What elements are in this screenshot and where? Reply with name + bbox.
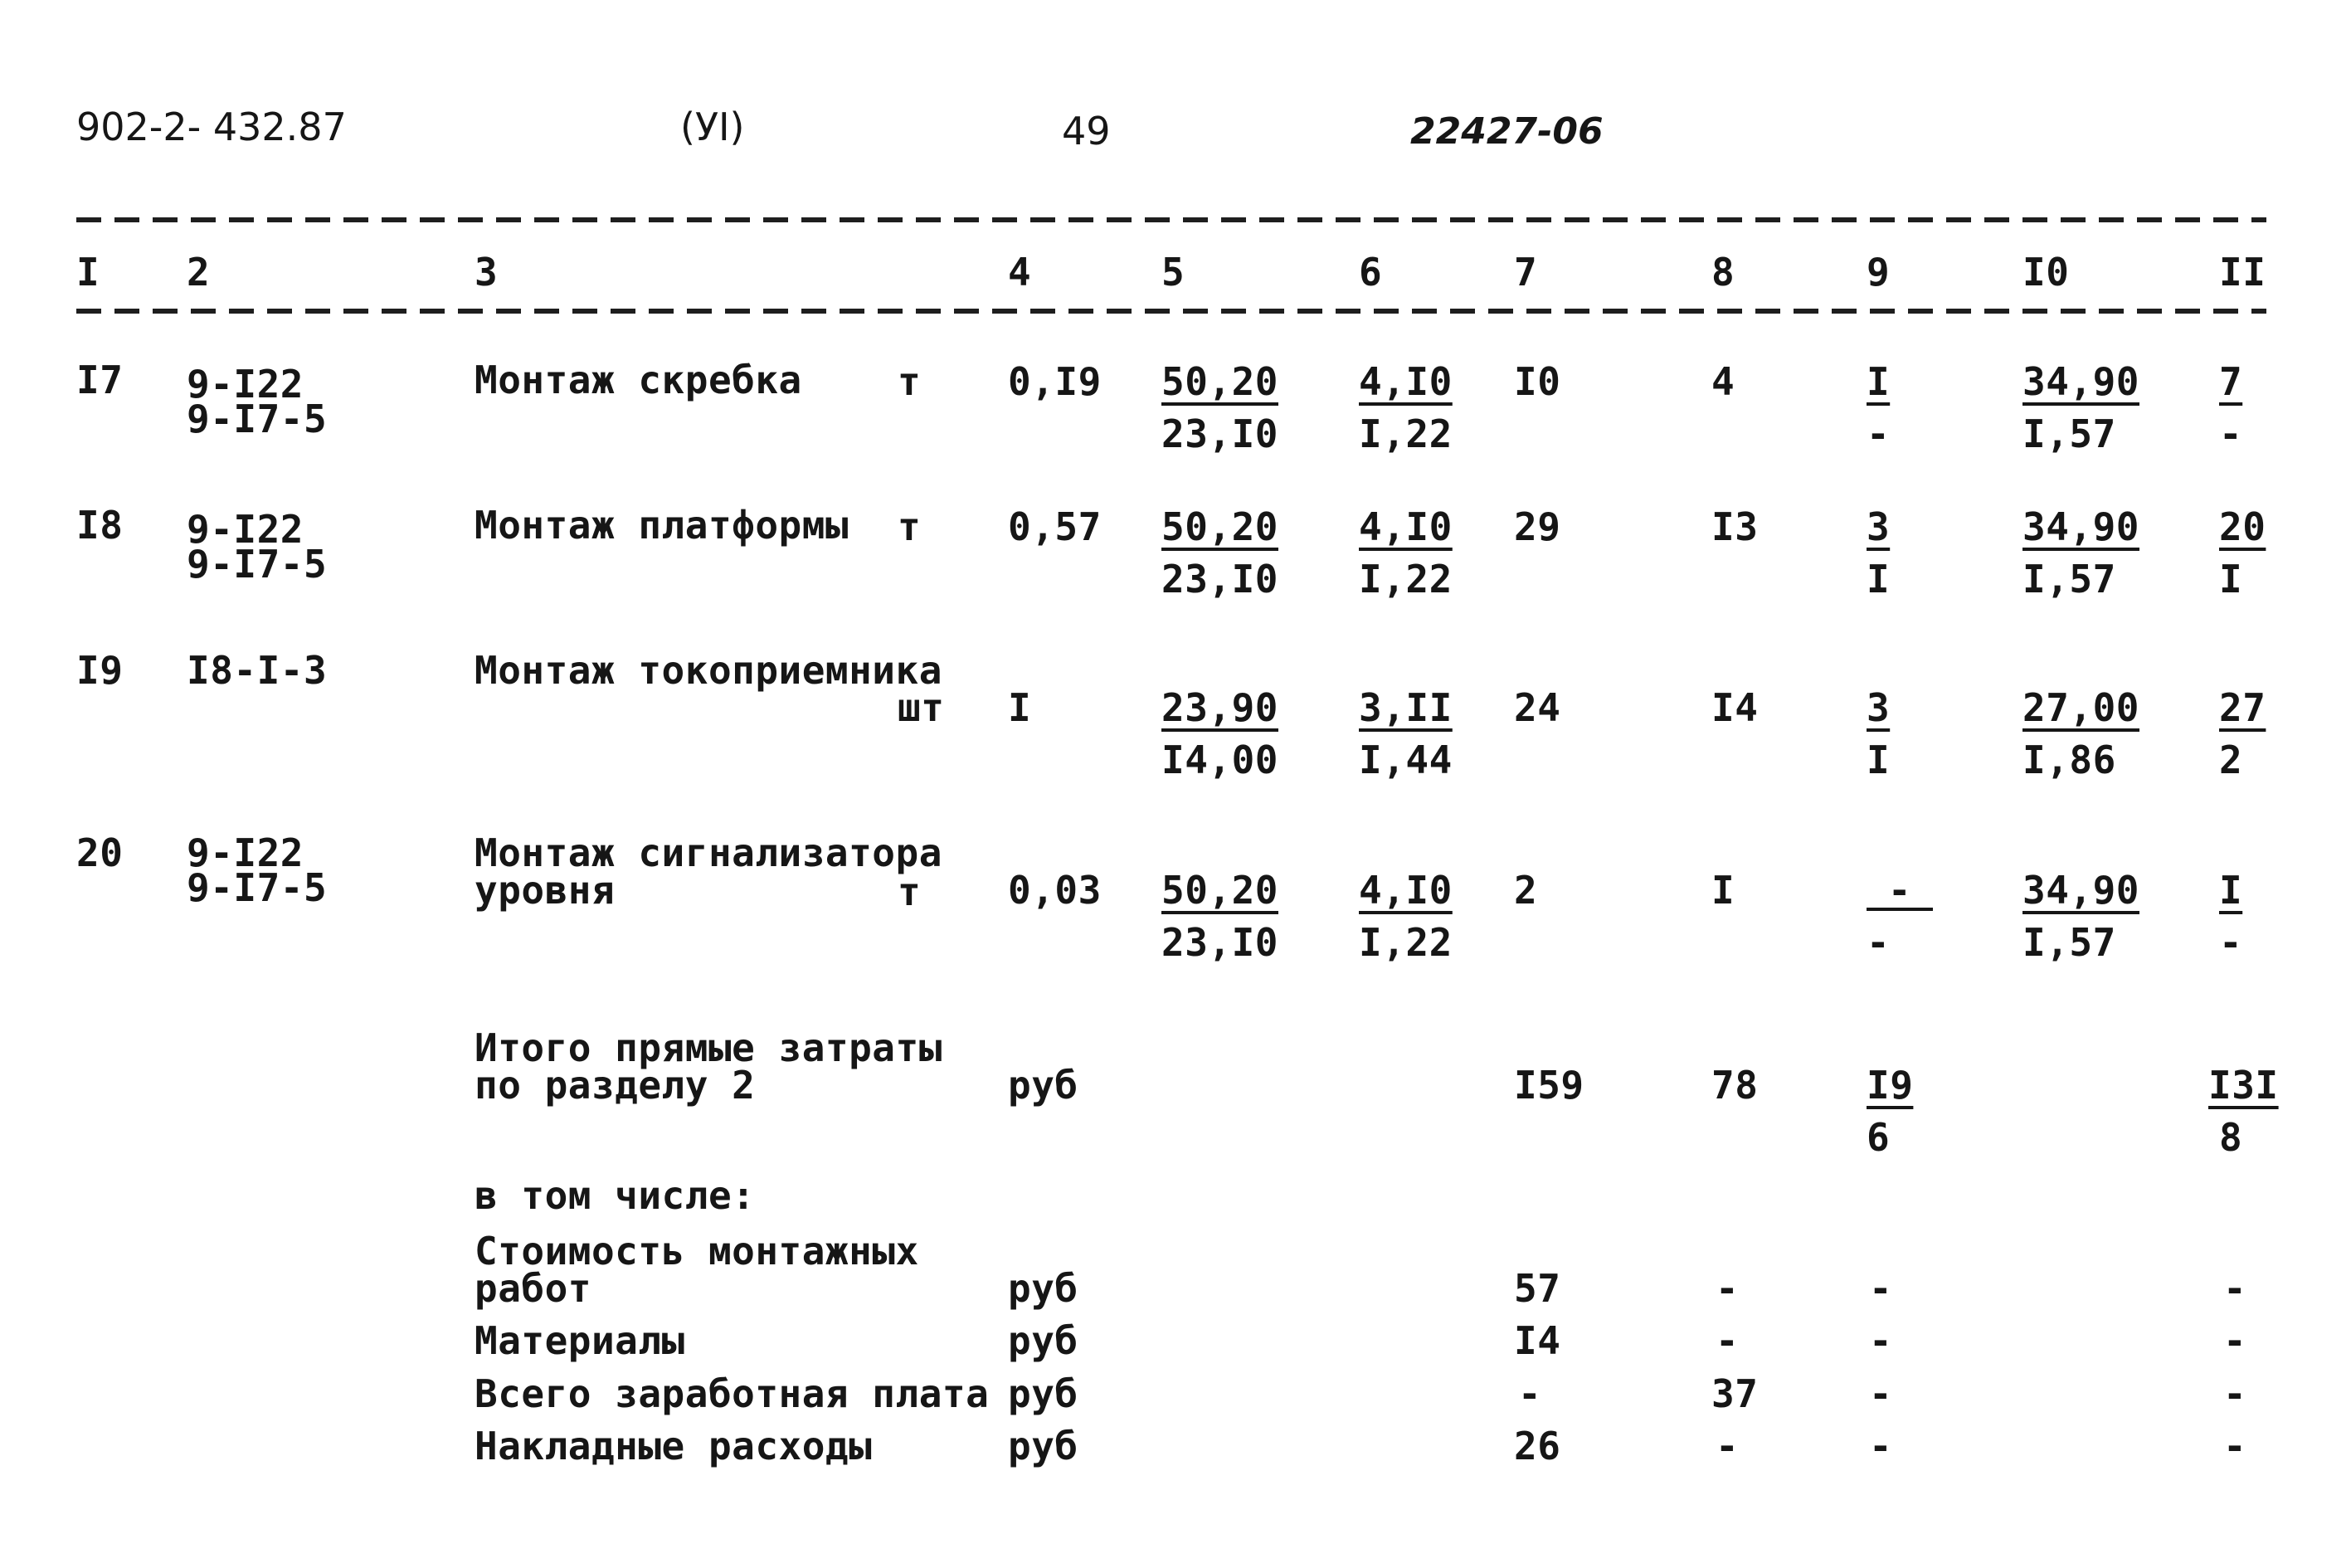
breakdown-col9: -: [1869, 1371, 1893, 1416]
breakdown-col9: -: [1869, 1318, 1893, 1363]
breakdown-col8: -: [1716, 1424, 1740, 1468]
page-number: 49: [1062, 109, 1111, 153]
col11-bottom: -: [2219, 411, 2243, 456]
work-name: Монтаж сигнализатора: [475, 830, 942, 875]
row-number: I8: [76, 503, 124, 548]
breakdown-unit: руб: [1008, 1318, 1078, 1363]
col7-value: I0: [1514, 359, 1561, 404]
quantity: 0,03: [1008, 868, 1102, 913]
col10-bottom: I,57: [2022, 411, 2116, 456]
breakdown-col11: -: [2223, 1371, 2247, 1416]
col8-value: I4: [1711, 685, 1759, 730]
col5-bottom: 23,I0: [1161, 557, 1278, 601]
breakdown-label: Материалы: [475, 1318, 685, 1363]
col5-bottom: I4,00: [1161, 738, 1278, 782]
col9-top: I: [1867, 359, 1891, 404]
col6-bottom: I,22: [1359, 920, 1453, 965]
col7-value: 29: [1514, 504, 1561, 549]
breakdown-col11: -: [2223, 1424, 2247, 1468]
col8-value: 4: [1711, 359, 1735, 404]
col9-bottom: -: [1867, 411, 1891, 456]
unit: шт: [898, 685, 945, 730]
unit: т: [898, 869, 922, 914]
col11-bottom: I: [2219, 557, 2243, 601]
col11-top: 7: [2219, 359, 2243, 404]
col9-top: [1867, 868, 1933, 913]
col5-top: 50,20: [1161, 868, 1278, 913]
col6-bottom: I,44: [1359, 738, 1453, 782]
breakdown-unit: руб: [1008, 1371, 1078, 1416]
col7-value: 2: [1514, 868, 1538, 913]
col10-top: 34,90: [2022, 504, 2139, 549]
row-number: 20: [76, 830, 124, 875]
total-col11-top: I3I: [2208, 1063, 2279, 1108]
rate-code: I8-I-3: [187, 648, 328, 693]
row-number: I7: [76, 358, 124, 402]
total-col9-top: I9: [1867, 1063, 1914, 1108]
breakdown-col7: I4: [1514, 1318, 1561, 1363]
work-name: Монтаж скребка: [475, 358, 802, 402]
col6-bottom: I,22: [1359, 557, 1453, 601]
breakdown-col9: -: [1869, 1266, 1893, 1311]
rate-code: 9-I22: [187, 507, 304, 552]
breakdown-col7: 57: [1514, 1266, 1561, 1311]
header-top-rule: [76, 217, 2266, 222]
breakdown-col8: -: [1716, 1266, 1740, 1311]
col10-bottom: I,86: [2022, 738, 2116, 782]
col6-top: 4,I0: [1359, 504, 1453, 549]
rate-code-secondary: 9-I7-5: [187, 397, 328, 441]
col-header-11: II: [2219, 250, 2266, 295]
work-name-continued: уровня: [475, 868, 616, 913]
col7-value: 24: [1514, 685, 1561, 730]
col-header-5: 5: [1161, 250, 1185, 295]
col9-bottom: I: [1867, 738, 1891, 782]
col6-bottom: I,22: [1359, 411, 1453, 456]
col-header-2: 2: [187, 250, 211, 295]
col6-top: 4,I0: [1359, 359, 1453, 404]
breakdown-unit: руб: [1008, 1266, 1078, 1311]
total-col7: I59: [1514, 1063, 1584, 1108]
col-header-6: 6: [1359, 250, 1383, 295]
unit: т: [898, 359, 922, 404]
col10-top: 34,90: [2022, 359, 2139, 404]
col10-top: 34,90: [2022, 868, 2139, 913]
col11-top: I: [2219, 868, 2243, 913]
col5-bottom: 23,I0: [1161, 411, 1278, 456]
total-unit: руб: [1008, 1063, 1078, 1108]
work-name: Монтаж платформы: [475, 503, 849, 548]
rate-code: 9-I22: [187, 362, 304, 407]
total-label: Итого прямые затраты: [475, 1025, 942, 1070]
quantity: 0,I9: [1008, 359, 1102, 404]
quantity: 0,57: [1008, 504, 1102, 549]
work-name: Монтаж токоприемника: [475, 648, 942, 693]
breakdown-col8: 37: [1711, 1371, 1759, 1416]
col11-bottom: 2: [2219, 738, 2243, 782]
quantity: I: [1008, 685, 1032, 730]
total-col9-bottom: 6: [1867, 1115, 1891, 1160]
total-col8: 78: [1711, 1063, 1759, 1108]
col5-bottom: 23,I0: [1161, 920, 1278, 965]
col-header-10: I0: [2022, 250, 2070, 295]
row-number: I9: [76, 648, 124, 693]
col5-top: 50,20: [1161, 504, 1278, 549]
volume-label: (УI): [680, 105, 745, 149]
breakdown-col8: -: [1716, 1318, 1740, 1363]
rate-code-secondary: 9-I7-5: [187, 865, 328, 910]
col-header-4: 4: [1008, 250, 1032, 295]
col-header-1: I: [76, 250, 100, 295]
unit: т: [898, 504, 922, 549]
col8-value: I: [1711, 868, 1735, 913]
col6-top: 4,I0: [1359, 868, 1453, 913]
col10-bottom: I,57: [2022, 920, 2116, 965]
rate-code-secondary: 9-I7-5: [187, 542, 328, 587]
breakdown-label-continued: работ: [475, 1266, 591, 1311]
breakdown-col11: -: [2223, 1318, 2247, 1363]
col11-top: 27: [2219, 685, 2266, 730]
breakdown-col11: -: [2223, 1266, 2247, 1311]
breakdown-label: Накладные расходы: [475, 1424, 873, 1468]
col6-top: 3,II: [1359, 685, 1453, 730]
col9-bottom: -: [1867, 920, 1891, 965]
col-header-8: 8: [1711, 250, 1735, 295]
breakdown-label: Стоимость монтажных: [475, 1229, 919, 1273]
col5-top: 23,90: [1161, 685, 1278, 730]
header-bottom-rule: [76, 309, 2266, 314]
breakdown-label: Всего заработная плата: [475, 1371, 990, 1416]
total-col11-bottom: 8: [2219, 1115, 2243, 1160]
col-header-9: 9: [1867, 250, 1891, 295]
col11-top: 20: [2219, 504, 2266, 549]
col-header-7: 7: [1514, 250, 1538, 295]
total-label-continued: по разделу 2: [475, 1063, 756, 1108]
col11-bottom: -: [2219, 920, 2243, 965]
col8-value: I3: [1711, 504, 1759, 549]
col10-bottom: I,57: [2022, 557, 2116, 601]
breakdown-col9: -: [1869, 1424, 1893, 1468]
including-label: в том числе:: [475, 1173, 756, 1218]
document-number: 902-2- 432.87: [76, 105, 347, 149]
breakdown-col7: -: [1518, 1371, 1542, 1416]
col9-top: 3: [1867, 685, 1891, 730]
col-header-3: 3: [475, 250, 499, 295]
col10-top: 27,00: [2022, 685, 2139, 730]
col9-top: 3: [1867, 504, 1891, 549]
rate-code: 9-I22: [187, 830, 304, 875]
handwritten-stamp: 22427-06: [1410, 110, 1604, 153]
col9-bottom: I: [1867, 557, 1891, 601]
col5-top: 50,20: [1161, 359, 1278, 404]
breakdown-col7: 26: [1514, 1424, 1561, 1468]
col9-top-value: -: [1867, 871, 1933, 911]
breakdown-unit: руб: [1008, 1424, 1078, 1468]
